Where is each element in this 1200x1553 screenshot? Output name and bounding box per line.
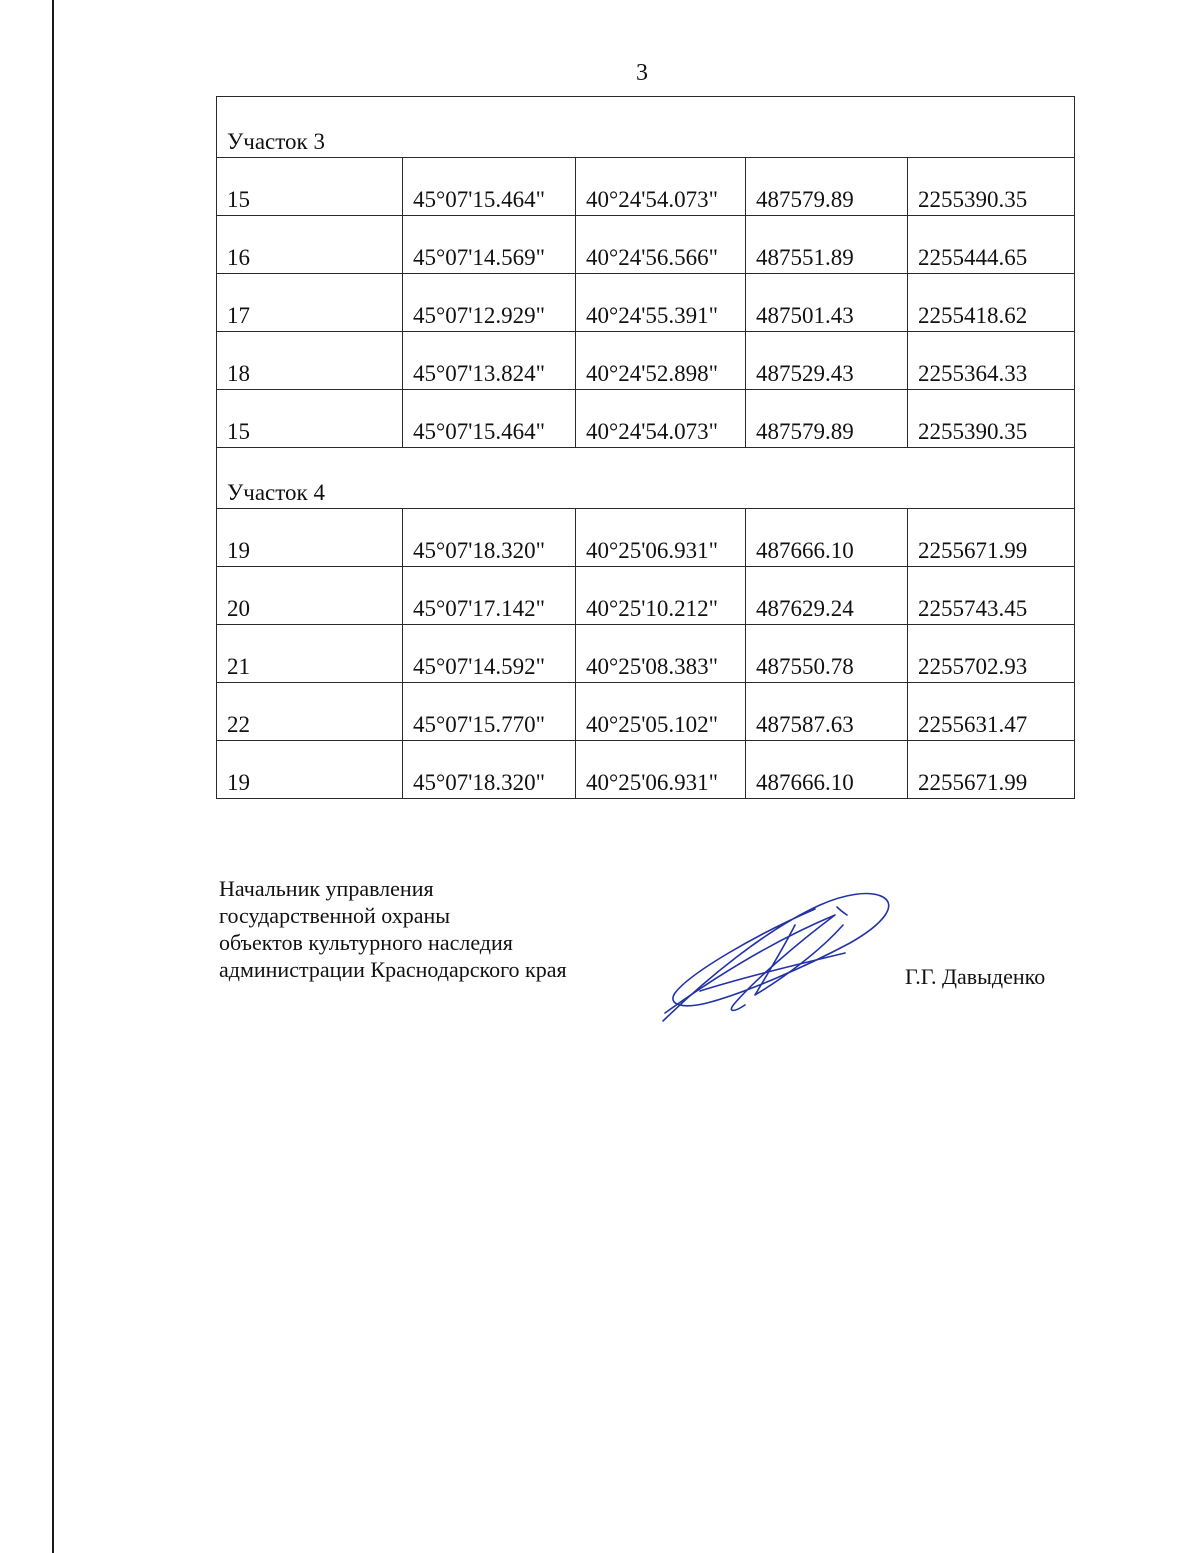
x-coordinate-cell: 487587.63	[746, 683, 908, 741]
y-coordinate-cell: 2255702.93	[908, 625, 1075, 683]
y-coordinate-cell: 2255418.62	[908, 274, 1075, 332]
table-row	[217, 625, 1075, 683]
signatory-position	[219, 875, 567, 983]
latitude-cell: 45°07'18.320"	[403, 741, 576, 799]
y-coordinate-cell: 2255444.65	[908, 216, 1075, 274]
latitude-cell: 45°07'18.320"	[403, 509, 576, 567]
position-line: объектов культурного наследия	[219, 930, 513, 955]
longitude-cell: 40°25'06.931"	[576, 509, 746, 567]
y-coordinate-cell: 2255390.35	[908, 158, 1075, 216]
point-number-cell: 15	[217, 158, 403, 216]
longitude-cell: 40°24'52.898"	[576, 332, 746, 390]
longitude-cell: 40°24'56.566"	[576, 216, 746, 274]
longitude-cell: 40°25'05.102"	[576, 683, 746, 741]
y-coordinate-cell: 2255671.99	[908, 509, 1075, 567]
table-row	[217, 158, 1075, 216]
y-coordinate-cell: 2255743.45	[908, 567, 1075, 625]
table-row	[217, 741, 1075, 799]
point-number-cell: 19	[217, 741, 403, 799]
latitude-cell: 45°07'17.142"	[403, 567, 576, 625]
longitude-cell: 40°25'06.931"	[576, 741, 746, 799]
latitude-cell: 45°07'13.824"	[403, 332, 576, 390]
section-title: Участок 3	[217, 97, 1075, 158]
point-number-cell: 18	[217, 332, 403, 390]
point-number-cell: 19	[217, 509, 403, 567]
section-header-row	[217, 97, 1075, 158]
scan-left-border	[52, 0, 54, 1553]
signer-name: Г.Г. Давыденко	[905, 964, 1046, 989]
point-number-cell: 21	[217, 625, 403, 683]
table-row	[217, 216, 1075, 274]
table-row	[217, 509, 1075, 567]
point-number-cell: 20	[217, 567, 403, 625]
section-header-row	[217, 448, 1075, 509]
y-coordinate-cell: 2255671.99	[908, 741, 1075, 799]
latitude-cell: 45°07'12.929"	[403, 274, 576, 332]
longitude-cell: 40°25'08.383"	[576, 625, 746, 683]
longitude-cell: 40°25'10.212"	[576, 567, 746, 625]
point-number-cell: 15	[217, 390, 403, 448]
latitude-cell: 45°07'14.569"	[403, 216, 576, 274]
handwritten-signature	[645, 885, 905, 1030]
y-coordinate-cell: 2255364.33	[908, 332, 1075, 390]
latitude-cell: 45°07'15.464"	[403, 158, 576, 216]
x-coordinate-cell: 487666.10	[746, 741, 908, 799]
longitude-cell: 40°24'54.073"	[576, 390, 746, 448]
x-coordinate-cell: 487579.89	[746, 158, 908, 216]
position-line: Начальник управления	[219, 876, 434, 901]
y-coordinate-cell: 2255631.47	[908, 683, 1075, 741]
latitude-cell: 45°07'14.592"	[403, 625, 576, 683]
table-row	[217, 683, 1075, 741]
x-coordinate-cell: 487666.10	[746, 509, 908, 567]
x-coordinate-cell: 487529.43	[746, 332, 908, 390]
page-number: 3	[636, 60, 648, 86]
point-number-cell: 16	[217, 216, 403, 274]
table-row	[217, 274, 1075, 332]
table-row	[217, 390, 1075, 448]
x-coordinate-cell: 487579.89	[746, 390, 908, 448]
position-line: администрации Краснодарского края	[219, 957, 567, 982]
point-number-cell: 22	[217, 683, 403, 741]
coordinates-table-body	[217, 97, 1075, 799]
point-number-cell: 17	[217, 274, 403, 332]
y-coordinate-cell: 2255390.35	[908, 390, 1075, 448]
latitude-cell: 45°07'15.770"	[403, 683, 576, 741]
section-title: Участок 4	[217, 448, 1075, 509]
x-coordinate-cell: 487629.24	[746, 567, 908, 625]
position-line: государственной охраны	[219, 903, 451, 928]
table-row	[217, 567, 1075, 625]
longitude-cell: 40°24'55.391"	[576, 274, 746, 332]
x-coordinate-cell: 487550.78	[746, 625, 908, 683]
table-row	[217, 332, 1075, 390]
x-coordinate-cell: 487501.43	[746, 274, 908, 332]
latitude-cell: 45°07'15.464"	[403, 390, 576, 448]
x-coordinate-cell: 487551.89	[746, 216, 908, 274]
coordinates-table	[216, 96, 1075, 799]
longitude-cell: 40°24'54.073"	[576, 158, 746, 216]
